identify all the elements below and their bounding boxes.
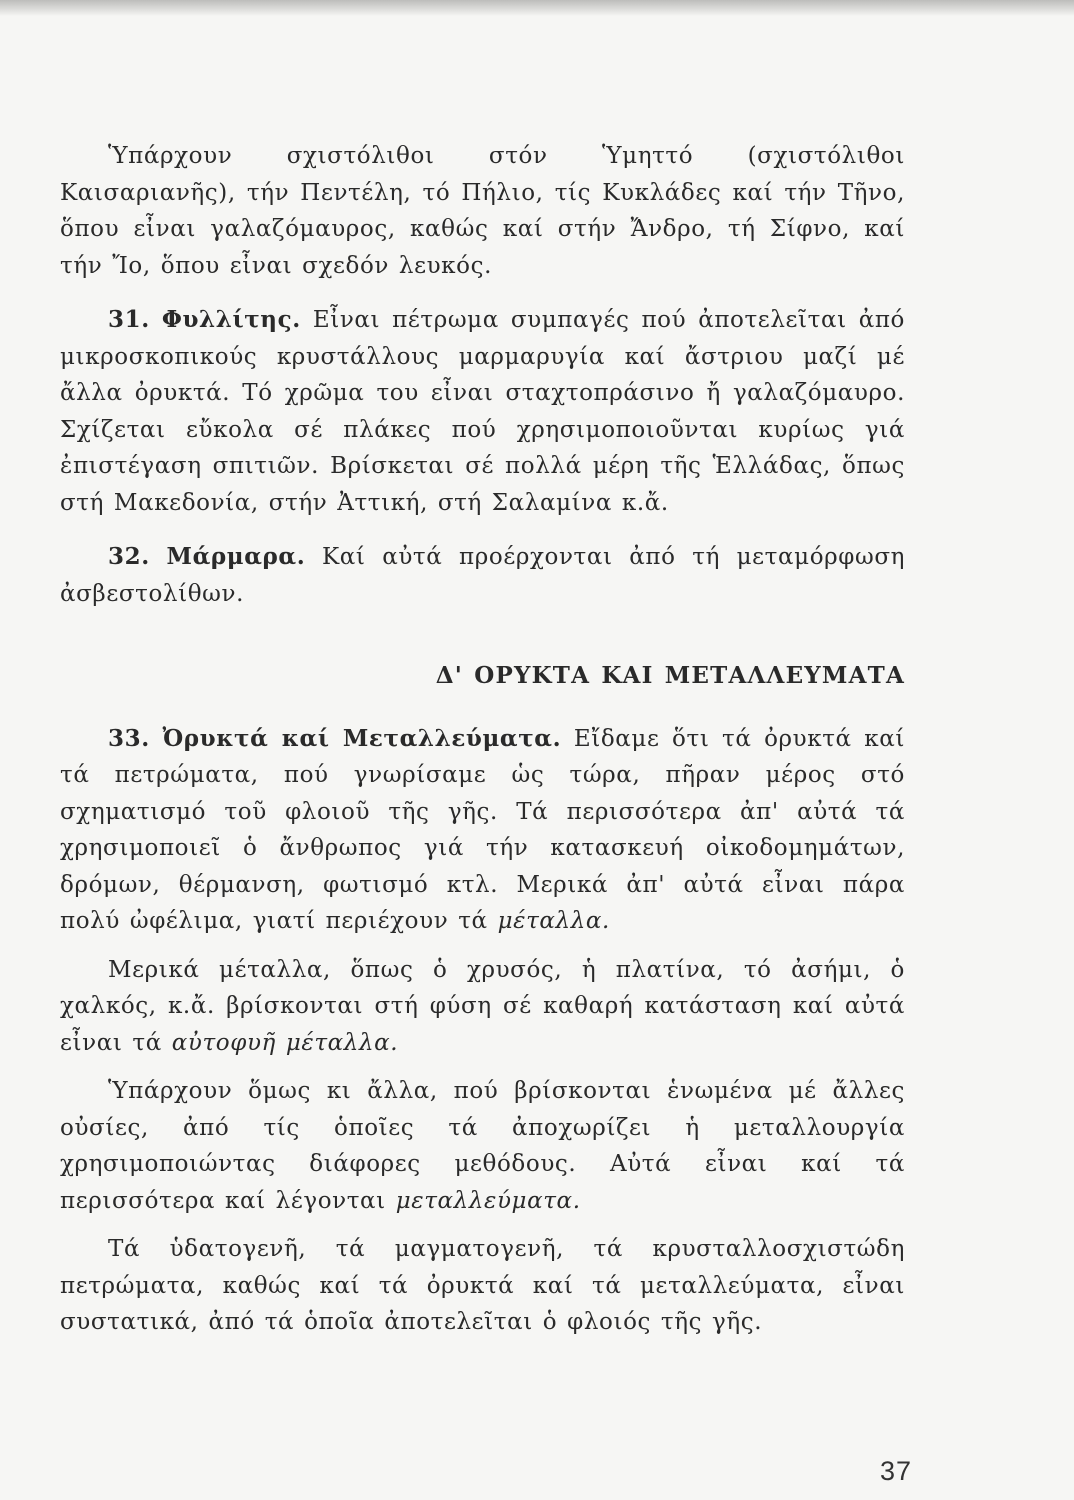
- section-33: [60, 721, 905, 940]
- section-31-number: 31.: [108, 306, 150, 333]
- section-32-text: Καί αὐτά προέρχονται ἀπό τή μεταμόρφωση ἀσβεστολίθων.: [60, 544, 905, 607]
- intro-text: Ὑπάρχουν σχιστόλιθοι στόν Ὑμηττό (σχιστόλιθοι Καισαριανῆς), τήν Πεντέλη, τό Πήλιο, τίς Κυκλάδες καί τήν Τῆνο, ὅπου εἶναι γαλαζόμαυρος, καθώς καί στήν Ἄνδρο, τή Σίφνο, καί τήν Ἴο, ὅπου εἶναι σχεδόν λευκός.: [60, 143, 905, 279]
- ores-italic-term: μεταλλεύματα.: [395, 1187, 581, 1214]
- page-body: [60, 138, 905, 1341]
- section-31-text: Εἶναι πέτρωμα συμπαγές πού ἀποτελεῖται ἀπό μικροσκοπικούς κρυστάλλους μαρμαρυγία καί ἄστριου μαζί μέ ἄλλα ὀρυκτά. Τό χρῶμα του εἶναι σταχτοπράσινο ἤ γαλαζόμαυρο. Σχίζεται εὔκολα σέ πλάκες πού χρησιμοποιοῦνται κυρίως γιά ἐπιστέγαση σπιτιῶν. Βρίσκεται σέ πολλά μέρη τῆς Ἑλλάδας, ὅπως στή Μακεδονία, στήν Ἀττική, στή Σαλαμίνα κ.ἄ.: [60, 307, 905, 516]
- section-31-term: Φυλλίτης.: [161, 306, 301, 333]
- section-32: [60, 539, 905, 612]
- metals-text: Μερικά μέταλλα, ὅπως ὁ χρυσός, ἡ πλατίνα, τό ἀσήμι, ὁ χαλκός, κ.ἄ. βρίσκονται στή φύση σέ καθαρή κατάσταση καί αὐτά εἶναι τά: [60, 956, 905, 1056]
- section-33-term: Ὀρυκτά καί Μεταλλεύματα.: [162, 724, 562, 752]
- metals-italic-term: αὐτοφυῆ μέταλλα.: [171, 1029, 399, 1056]
- section-33-text: Εἴδαμε ὅτι τά ὀρυκτά καί τά πετρώματα, πού γνωρίσαμε ὡς τώρα, πῆραν μέρος στό σχηματισμό τοῦ φλοιοῦ τῆς γῆς. Τά περισσότερα ἀπ' αὐτά τά χρησιμοποιεῖ ὁ ἄνθρωπος γιά τήν κατασκευή οἰκοδομημάτων, δρόμων, θέρμανση, φωτισμό κτλ. Μερικά ἀπ' αὐτά εἶναι πάρα πολύ ὠφέλιμα, γιατί περιέχουν τά: [60, 725, 905, 934]
- section-33-italic-term: μέταλλα.: [497, 908, 610, 934]
- intro-paragraph: [60, 138, 905, 284]
- page-number: 37: [880, 1456, 913, 1486]
- crust-paragraph: [60, 1231, 905, 1341]
- section-32-term: Μάρμαρα.: [166, 543, 306, 570]
- crust-text: Τά ὑδατογενῆ, τά μαγματογενῆ, τά κρυσταλλοσχιστώδη πετρώματα, καθώς καί τά ὀρυκτά καί τά μεταλλεύματα, εἶναι συστατικά, ἀπό τά ὁποῖα ἀποτελεῖται ὁ φλοιός τῆς γῆς.: [60, 1236, 905, 1335]
- ores-paragraph: [60, 1073, 905, 1219]
- section-31: [60, 302, 905, 521]
- chapter-heading: Δ' ΟΡΥΚΤΑ ΚΑΙ ΜΕΤΑΛΛΕΥΜΑΤΑ: [435, 662, 905, 689]
- section-32-number: 32.: [108, 543, 150, 570]
- ores-text: Ὑπάρχουν ὅμως κι ἄλλα, πού βρίσκονται ἑνωμένα μέ ἄλλες οὐσίες, ἀπό τίς ὁποῖες τά ἀποχωρίζει ἡ μεταλλουργία χρησιμοποιώντας διάφορες μεθόδους. Αὐτά εἶναι καί τά περισσότερα καί λέγονται: [60, 1078, 905, 1214]
- metals-paragraph: [60, 952, 905, 1062]
- section-33-number: 33.: [108, 724, 150, 752]
- scan-edge-shadow: [0, 0, 1074, 16]
